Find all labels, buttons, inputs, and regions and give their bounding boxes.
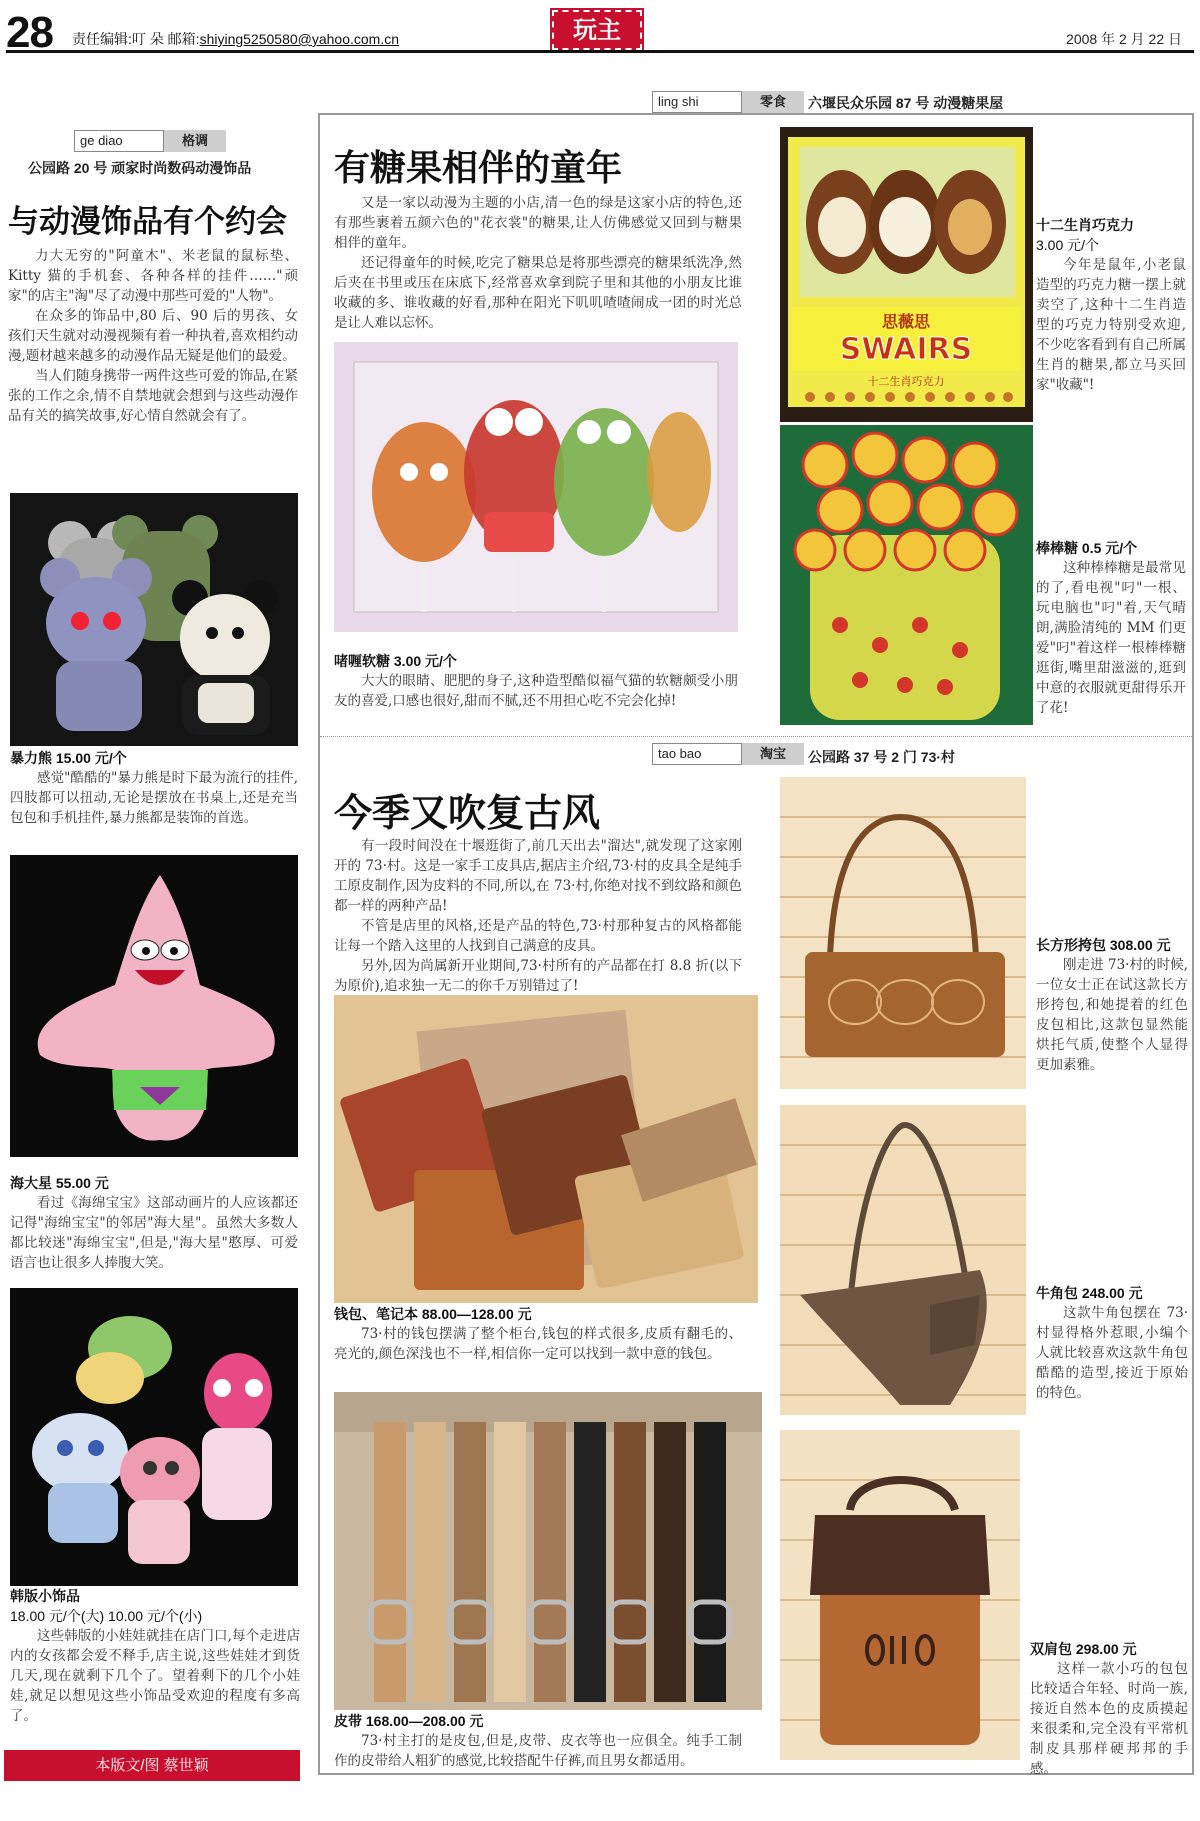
bearbrick-title: 暴力熊 15.00 元/个 [10,750,127,766]
candy-headline: 有糖果相伴的童年 [334,147,623,189]
left-item-1 [10,748,298,828]
page-number: 28 [6,8,53,57]
backpack-text: 这样一款小巧的包包比较适合年轻、时尚一族,接近自然本色的皮质摸起来很柔和,完全没有平常机制皮具那样硬邦邦的手感。 [1030,1661,1188,1777]
patrick-star-photo [10,855,298,1157]
leather-tag-cn: 淘宝 [742,743,804,765]
zodiac-chocolate-title: 十二生肖巧克力 [1036,217,1134,233]
patrick-text: 看过《海绵宝宝》这部动画片的人应该都还记得"海绵宝宝"的邻居"海大星"。虽然大多数人都比较迷"海绵宝宝",但是,"海大星"憨厚、可爱语言也让很多人捧腹大笑。 [10,1195,298,1271]
section-divider [320,736,1192,737]
candy-tag-pinyin: ling shi [652,91,742,113]
left-tag-pinyin: ge diao [74,130,164,152]
chocolate-box-brand-cn: 思薇思 [881,312,931,331]
backpack-illustration [780,1430,1020,1760]
korean-dolls-price: 18.00 元/个(大) 10.00 元/个(小) [10,1608,203,1624]
leather-item-horn-bag [1036,1283,1188,1403]
jelly-candy-photo [334,342,738,632]
patrick-title: 海大星 55.00 元 [10,1175,109,1191]
bearbrick-text: 感觉"酷酷的"暴力熊是时下最为流行的挂件,四肢都可以扭动,无论是摆放在书桌上,还是充当包包和手机挂件,暴力熊都是装饰的首选。 [10,770,298,826]
belts-illustration [334,1392,762,1710]
wallets-text: 73·村的钱包摆满了整个柜台,钱包的样式很多,皮质有翻毛的、亮光的,颜色深浅也不一样,相信你一定可以找到一款中意的钱包。 [334,1326,742,1362]
bearbrick-illustration [10,493,298,746]
wallets-illustration [334,995,758,1303]
leather-paragraph-1: 有一段时间没在十堰逛街了,前几天出去"溜达",就发现了这家刚开的 73·村。这是一家手工皮具店,据店主介绍,73·村的皮具全是纯手工原皮制作,因为皮料的不同,所以,在 73·村,你绝对找不到纹路和颜色都一样的两种产品! [334,838,742,914]
leather-article-body [334,836,742,996]
candy-address: 六堰民众乐园 87 号 动漫糖果屋 [808,95,1004,111]
patrick-star-illustration [10,855,298,1157]
left-item-3 [10,1586,300,1726]
zodiac-chocolate-illustration [780,127,1033,422]
left-tag-cn: 格调 [164,130,226,152]
leather-column-tag [652,743,804,765]
leather-tag-pinyin: tao bao [652,743,742,765]
leather-item-rectangle-bag [1036,935,1188,1075]
left-article-body [8,246,298,426]
left-paragraph-2: 在众多的饰品中,80 后、90 后的男孩、女孩们天生就对动漫视频有着一种执着,喜欢相约动漫,题材越来越多的动漫作品无疑是他们的最爱。 [8,308,298,364]
jelly-candy-illustration [334,342,738,632]
section-tag: 玩主 [552,10,642,50]
korean-dolls-text: 这些韩版的小娃娃就挂在店门口,每个走进店内的女孩都会爱不释手,店主说,这些娃娃才到货几天,现在就剩下几个了。望着剩下的几个小娃娃,就足以想见这些小饰品受欢迎的程度有多高了。 [10,1628,300,1724]
chocolate-box-subtitle: 十二生肖巧克力 [867,375,945,388]
jelly-candy-text: 大大的眼睛、肥肥的身子,这种造型酷似福气猫的软糖颇受小朋友的喜爱,口感也很好,甜而不腻,还不用担心吃不完会化掉! [334,673,738,709]
lollipop-photo [780,425,1033,725]
candy-article-body [334,193,742,333]
wallets-title: 钱包、笔记本 88.00—128.00 元 [334,1306,532,1322]
korean-dolls-illustration [10,1288,298,1586]
belts-text: 73·村主打的是皮包,但是,皮带、皮衣等也一应俱全。纯手工制作的皮带给人粗犷的感觉,比较搭配牛仔裤,而且男女都适用。 [334,1733,742,1769]
candy-item-jelly [334,651,738,711]
candy-item-chocolate [1036,215,1186,395]
left-headline: 与动漫饰品有个约会 [8,204,287,240]
leather-item-wallets [334,1304,742,1364]
zodiac-chocolate-price: 3.00 元/个 [1036,237,1100,253]
backpack-title: 双肩包 298.00 元 [1030,1641,1137,1657]
byline-bar: 本版文/图 蔡世颖 [4,1750,300,1781]
rectangle-bag-title: 长方形挎包 308.00 元 [1036,937,1171,953]
rectangle-bag-illustration [780,777,1026,1089]
lollipop-title: 棒棒糖 0.5 元/个 [1036,540,1138,556]
belts-photo [334,1392,762,1710]
leather-address: 公园路 37 号 2 门 73·村 [808,749,956,765]
korean-dolls-photo [10,1288,298,1586]
rectangle-bag-text: 刚走进 73·村的时候,一位女士正在试这款长方形挎包,和她提着的红色皮包相比,这款包显然能烘托气质,使整个人显得更加素雅。 [1036,957,1188,1073]
leather-paragraph-2: 不管是店里的风格,还是产品的特色,73·村那种复古的风格都能让每一个踏入这里的人找到自己满意的皮具。 [334,918,742,954]
candy-item-lollipop [1036,538,1186,718]
belts-title: 皮带 168.00—208.00 元 [334,1713,484,1729]
left-item-2 [10,1173,298,1273]
candy-column-tag [652,91,804,113]
editor-label: 责任编辑:叮 朵 邮箱: [72,31,200,47]
horn-bag-text: 这款牛角包摆在 73·村显得格外惹眼,小编个人就比较喜欢这款牛角包酷酷的造型,接近于原始的特色。 [1036,1305,1188,1401]
horn-bag-illustration [780,1105,1026,1415]
issue-date: 2008 年 2 月 22 日 [1066,31,1182,47]
editor-line [72,29,399,49]
chocolate-box-brand: SWAIRS [839,332,973,367]
wallets-photo [334,995,758,1303]
leather-headline: 今季又吹复古风 [334,790,601,835]
left-address: 公园路 20 号 顽家时尚数码动漫饰品 [28,160,252,176]
header-rule [6,50,1194,53]
leather-paragraph-3: 另外,因为尚属新开业期间,73·村所有的产品都在打 8.8 折(以下为原价),追求独一无二的你千万别错过了! [334,958,742,994]
zodiac-chocolate-text: 今年是鼠年,小老鼠造型的巧克力糖一摆上就卖空了,这种十二生肖造型的巧克力特别受欢迎,不少吃客看到有自己所属生肖的糖果,都立马买回家"收藏"! [1036,257,1186,393]
bearbrick-photo [10,493,298,746]
korean-dolls-title: 韩版小饰品 [10,1588,80,1604]
zodiac-chocolate-photo [780,127,1033,422]
lollipop-illustration [780,425,1033,725]
candy-tag-cn: 零食 [742,91,804,113]
candy-paragraph-2: 还记得童年的时候,吃完了糖果总是将那些漂亮的糖果纸洗净,然后夹在书里或压在床底下,经常喜欢拿到院子里和其他的小朋友比谁收藏的多、谁收藏的好看,那种在阳光下叽叽喳喳闹成一团的时光总是让人难以忘怀。 [334,255,742,331]
left-column-tag [74,130,226,152]
left-paragraph-3: 当人们随身携带一两件这些可爱的饰品,在紧张的工作之余,情不自禁地就会想到与这些动漫作品有关的搞笑故事,好心情自然就会有了。 [8,368,298,424]
editor-email-link[interactable]: shiying5250580@yahoo.com.cn [199,31,400,47]
jelly-candy-title: 啫喱软糖 3.00 元/个 [334,653,457,669]
rectangle-bag-photo [780,777,1026,1089]
left-paragraph-1: 力大无穷的"阿童木"、米老鼠的鼠标垫、Kitty 猫的手机套、各种各样的挂件……"顽家"的店主"淘"尽了动漫中那些可爱的"人物"。 [8,248,298,304]
leather-item-backpack [1030,1639,1188,1779]
backpack-photo [780,1430,1020,1760]
horn-bag-photo [780,1105,1026,1415]
leather-item-belts [334,1711,742,1771]
lollipop-text: 这种棒棒糖是最常见的了,看电视"叼"一根、玩电脑也"叼"着,天气晴朗,满脸清纯的 MM 们更爱"叼"着这样一根棒棒糖逛街,嘴里甜滋滋的,逛到中意的衣服就更甜得乐开了花! [1036,560,1186,716]
horn-bag-title: 牛角包 248.00 元 [1036,1285,1143,1301]
candy-paragraph-1: 又是一家以动漫为主题的小店,清一色的绿是这家小店的特色,还有那些裹着五颜六色的"花衣裳"的糖果,让人仿佛感觉又回到与糖果相伴的童年。 [334,195,742,251]
